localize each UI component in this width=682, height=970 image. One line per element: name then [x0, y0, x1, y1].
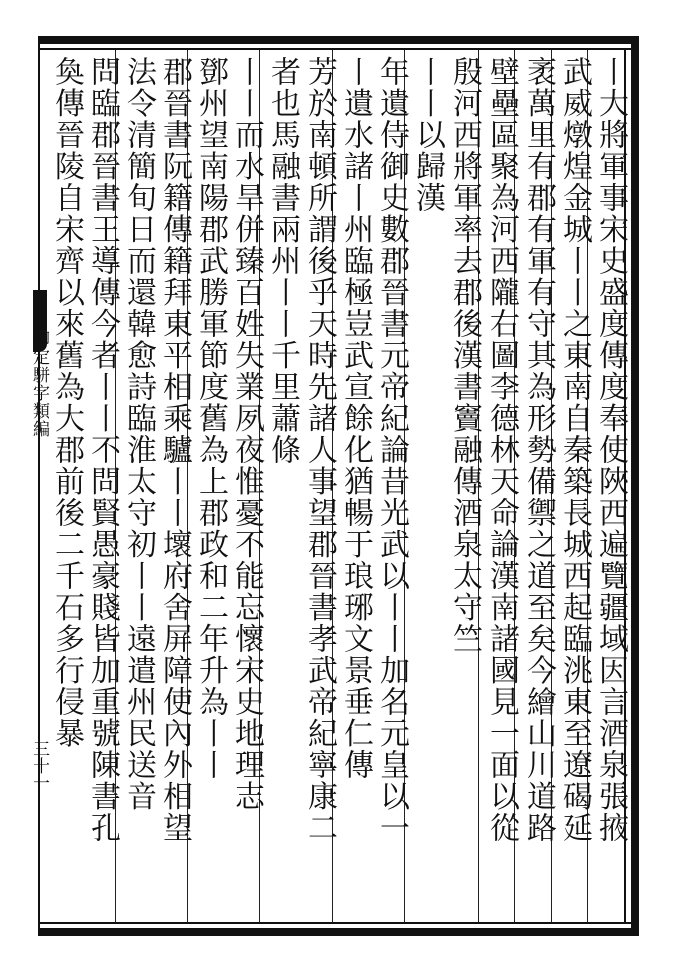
text-column: 郡晉書阮籍傳籍拜東平相乘驢丨丨壞府舍屏障使內外相望 — [157, 56, 192, 844]
text-column: 問臨郡晉書王導傳今者丨丨不問賢愚豪賤皆加重號陳書孔 — [85, 56, 120, 844]
text-column: 武威燉煌金城丨丨之東南自秦築長城西起臨洮東至遼碣延 — [557, 56, 592, 844]
folio-number: 三十一 — [29, 740, 49, 791]
text-column: 年遺侍御史數郡晉書元帝紀論昔光武以丨丨加名元皇以一 — [374, 56, 409, 844]
text-column: 芳於南頓所謂後乎天時先諸人事望郡晉書孝武帝紀寧康二 — [302, 56, 337, 844]
text-column: 丨大將軍事宋史盛度傳度奉使陜西遍覽疆域因言酒泉張掖 — [593, 56, 628, 844]
text-column: 鄧州望南陽郡武勝軍節度舊為上郡政和二年升為丨丨 — [193, 56, 228, 781]
spine-title: 御定駢字類編 — [29, 330, 49, 438]
text-column: 者也馬融書兩州丨丨千里蕭條 — [265, 56, 300, 466]
text-column: 殷河西將軍率去郡後漢書竇融傳酒泉太守竺 — [447, 56, 482, 655]
text-column: 奐傳晉陵自宋齊以來舊為大郡前後二千石多行侵暴 — [49, 56, 84, 749]
page-border-inner-bottom — [38, 922, 631, 924]
text-column: 壁壘區聚為河西隴右圖李德林天命論漢南諸國見一面以從 — [484, 56, 519, 844]
page-border-top — [38, 36, 639, 44]
text-column: 丨遺水諸丨州臨極豈武宣餘化猶暢于琅琊文景垂仁傳 — [338, 56, 373, 781]
text-column: 丨丨以歸漢 — [410, 56, 445, 214]
page-border-inner-top — [38, 48, 631, 50]
text-column: 丨丨而水旱併臻百姓失業夙夜惟憂不能忘懷宋史地理志 — [229, 56, 264, 812]
page-border-bottom — [38, 928, 639, 936]
page-border-right — [631, 36, 639, 936]
text-column: 袤萬里有郡有軍有守其為形勢備禦之道至矣今繪山川道路 — [521, 56, 556, 844]
text-column: 法令清簡旬日而還韓愈詩臨淮太守初丨丨遠遣州民送音 — [121, 56, 156, 812]
